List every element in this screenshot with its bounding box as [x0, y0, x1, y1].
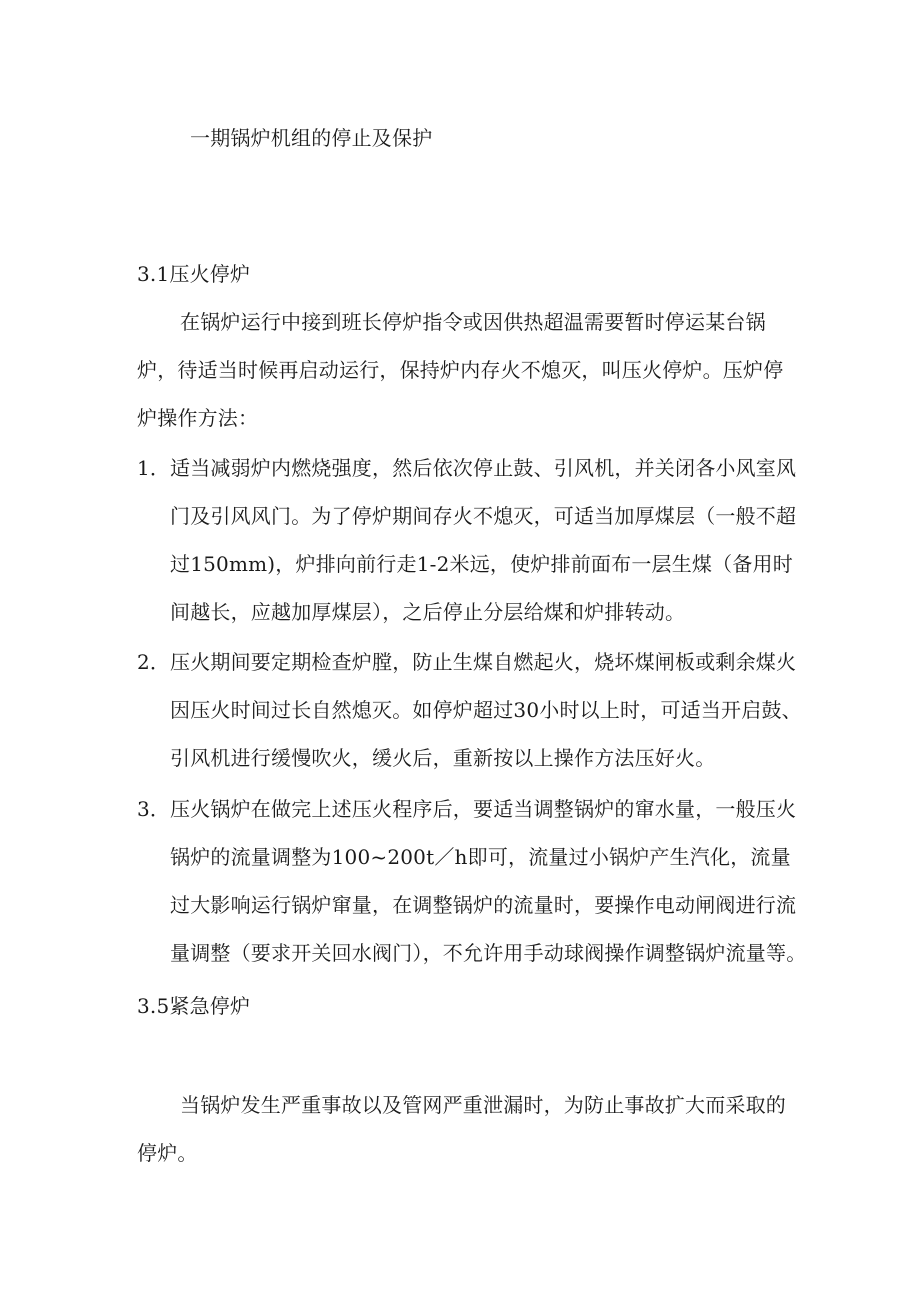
paragraph-line: 停炉。: [137, 1141, 198, 1165]
list-line: 因压火时间过长自然熄灭。如停炉超过30小时以上时，可适当开启鼓、: [170, 698, 802, 722]
section-heading-3-1: 3.1压火停炉: [137, 262, 251, 286]
list-line: 过150mm)，炉排向前行走1-2米远，使炉排前面布一层生煤（备用时: [170, 552, 793, 576]
list-line: 过大影响运行锅炉窜量，在调整锅炉的流量时，要操作电动闸阀进行流: [170, 893, 797, 917]
list-line: 间越长，应越加厚煤层），之后停止分层给煤和炉排转动。: [170, 600, 686, 624]
list-line: 适当减弱炉内燃烧强度，然后依次停止鼓、引风机，并关闭各小风室风: [170, 456, 797, 480]
list-line: 压火期间要定期检查炉膛，防止生煤自燃起火，烧坏煤闸板或剩余煤火: [170, 650, 797, 674]
section-heading-3-5: 3.5紧急停炉: [137, 994, 251, 1018]
list-line: 量调整（要求开关回水阀门），不允许用手动球阀操作调整锅炉流量等。: [170, 941, 807, 965]
list-line: 压火锅炉在做完上述压火程序后，要适当调整锅炉的窜水量，一般压火: [170, 797, 797, 821]
paragraph-line: 炉，待适当时候再启动运行，保持炉内存火不熄灭，叫压火停炉。压炉停: [137, 358, 784, 382]
list-line: 锅炉的流量调整为100~200t／h即可，流量过小锅炉产生汽化，流量: [170, 845, 791, 869]
list-line: 门及引风风门。为了停炉期间存火不熄灭，可适当加厚煤层（一般不超: [170, 504, 797, 528]
paragraph-line: 在锅炉运行中接到班长停炉指令或因供热超温需要暂时停运某台锅: [180, 310, 766, 334]
document-title: 一期锅炉机组的停止及保护: [190, 126, 433, 150]
paragraph-line: 炉操作方法：: [137, 406, 259, 430]
list-number: 2．: [137, 650, 171, 674]
paragraph-line: 当锅炉发生严重事故以及管网严重泄漏时，为防止事故扩大而采取的: [180, 1093, 786, 1117]
list-number: 3．: [137, 797, 171, 821]
list-number: 1．: [137, 456, 171, 480]
list-line: 引风机进行缓慢吹火，缓火后，重新按以上操作方法压好火。: [170, 746, 716, 770]
